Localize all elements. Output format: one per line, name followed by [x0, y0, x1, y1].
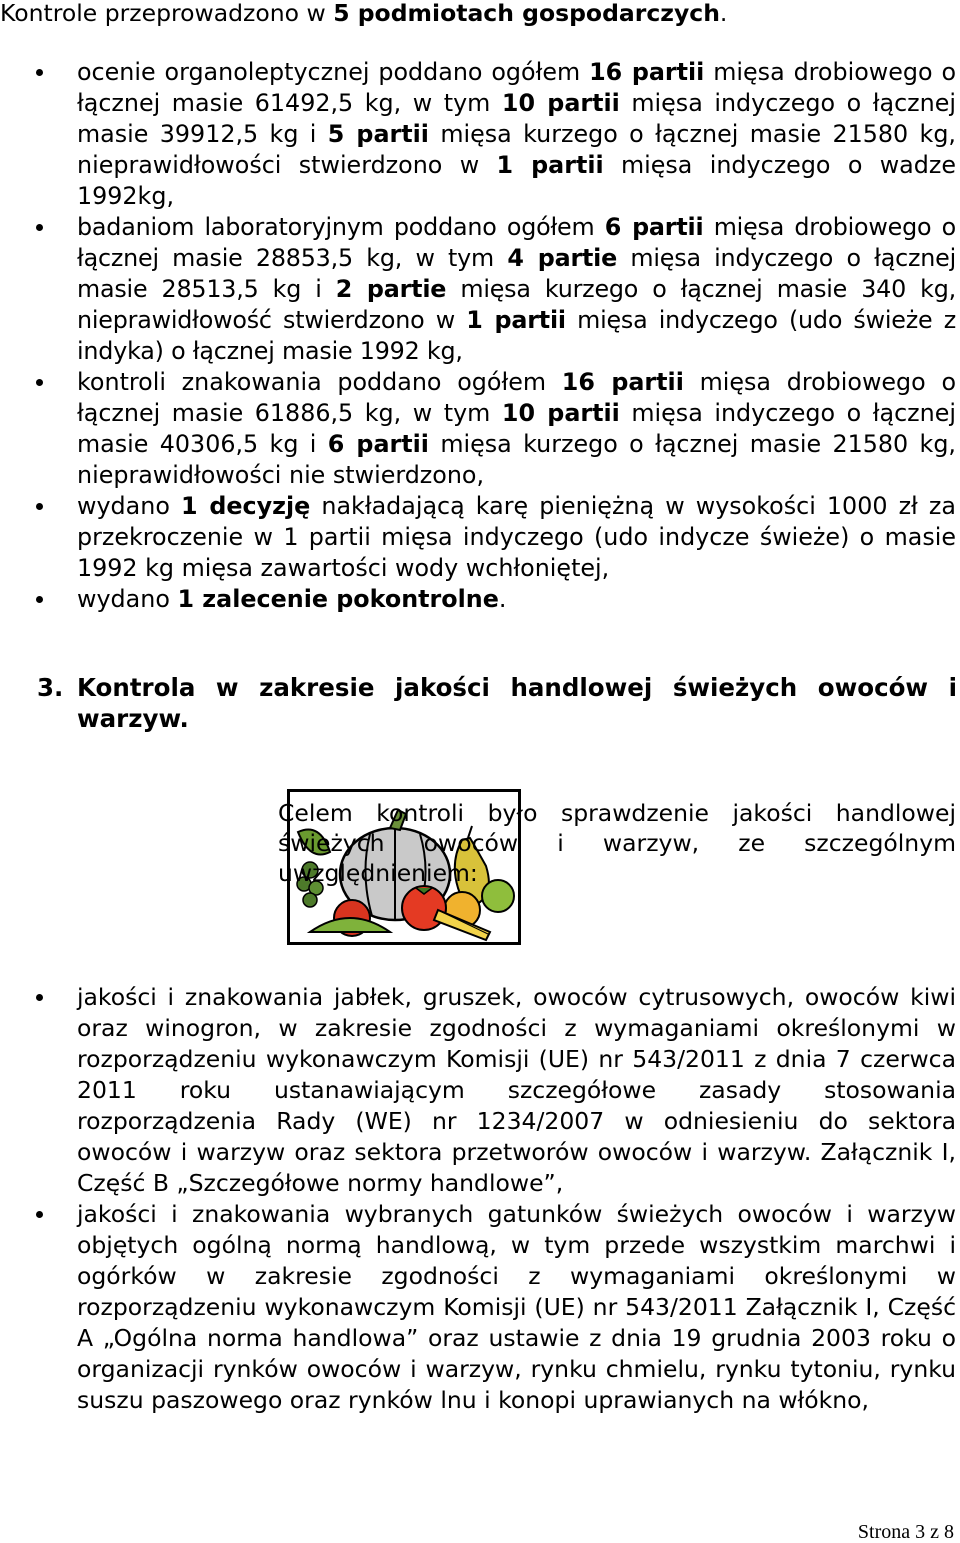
bold-text: 6 partii: [327, 430, 429, 458]
page-number: Strona 3 z 8: [857, 1521, 954, 1543]
bold-text: 2 partie: [335, 275, 447, 303]
list-item: [0, 491, 960, 584]
text-run: wydano: [77, 585, 178, 613]
text-run: mięsa indyczego (udo świeże z indyka) o łącznej masie 1992 kg,: [77, 306, 957, 365]
section-number: 3.: [37, 673, 64, 702]
meat-control-results-list: [0, 57, 960, 615]
control-scope-list: [0, 982, 960, 1416]
bold-text: 6 partii: [604, 213, 704, 241]
text-run: mięsa kurzego o łącznej masie 21580 kg, nieprawidłowości nie stwierdzono,: [77, 430, 956, 489]
intro-text: Kontrole przeprowadzono w: [0, 0, 334, 27]
bold-text: 1 partii: [496, 151, 604, 179]
bold-text: 16 partii: [561, 368, 684, 396]
bold-text: 1 decyzję: [180, 492, 311, 520]
text-run: mięsa indyczego o łącznej masie 40306,5 kg i: [77, 399, 957, 458]
text-run: mięsa drobiowego o łącznej masie 28853,5 kg, w tym: [77, 213, 956, 272]
bold-text: 5 partii: [327, 120, 429, 148]
text-run: mięsa indyczego o łącznej masie 39912,5 kg i: [77, 89, 957, 148]
list-item: [0, 367, 960, 491]
intro-suffix: .: [719, 0, 728, 27]
intro-paragraph: [0, 0, 960, 28]
bold-text: 16 partii: [589, 58, 705, 86]
section-title: Kontrola w zakresie jakości handlowej świeżych owoców i warzyw.: [77, 673, 957, 733]
bold-text: 1 zalecenie pokontrolne: [177, 585, 499, 613]
text-run: mięsa kurzego o łącznej masie 340 kg, nieprawidłowość stwierdzono w: [77, 275, 956, 334]
text-run: nakładającą karę pieniężną w wysokości 1000 zł za przekroczenie w 1 partii mięsa indyczego (udo indycze świeże) o masie 1992 kg mięsa zawartości wody wchłoniętej,: [77, 492, 956, 582]
text-run: .: [498, 585, 507, 613]
bold-text: 4 partie: [507, 244, 618, 272]
list-item: jakości i znakowania wybranych gatunków świeżych owoców i warzyw objętych ogólną normą handlową, w tym przede wszystkim marchwi i ogórków w zakresie zgodności z wymaganiami określonymi w rozporządzeniu wykonawczym Komisji (UE) nr 543/2011 Załącznik I, Część A „Ogólna norma handlowa” oraz ustawie z dnia 19 grudnia 2003 roku o organizacji rynków owoców i warzyw, rynku chmielu, rynku tytoniu, rynku suszu paszowego oraz rynków lnu i konopi uprawianych na włókno,: [0, 1199, 960, 1416]
text-run: badaniom laboratoryjnym poddano ogółem: [77, 213, 605, 241]
list-item: [0, 584, 960, 615]
list-item: [0, 57, 960, 212]
text-run: kontroli znakowania poddano ogółem: [77, 368, 562, 396]
list-item: jakości i znakowania jabłek, gruszek, owoców cytrusowych, owoców kiwi oraz winogron, w zakresie zgodności z wymaganiami określonymi w rozporządzeniu wykonawczym Komisji (UE) nr 543/2011 z dnia 7 czerwca 2011 roku ustanawiającym szczegółowe zasady stosowania rozporządzenia Rady (WE) nr 1234/2007 w odniesieniu do sektora owoców i warzyw oraz sektora przetworów owoców i warzyw. Załącznik I, Część B „Szczegółowe normy handlowe”,: [0, 982, 960, 1199]
bold-text: 10 partii: [501, 399, 620, 427]
intro-bold: 5 podmiotach gospodarczych: [333, 0, 720, 27]
text-run: mięsa indyczego o wadze 1992kg,: [77, 151, 956, 210]
control-purpose-paragraph: Celem kontroli było sprawdzenie jakości handlowej świeżych owoców i warzyw, ze szczególnym uwzględnieniem:: [278, 799, 956, 887]
text-run: ocenie organoleptycznej poddano ogółem: [77, 58, 590, 86]
bold-text: 10 partii: [501, 89, 620, 117]
text-run: mięsa kurzego o łącznej masie 21580 kg, nieprawidłowości stwierdzono w: [77, 120, 956, 179]
bold-text: 1 partii: [466, 306, 566, 334]
list-item: [0, 212, 960, 367]
text-run: mięsa drobiowego o łącznej masie 61492,5 kg, w tym: [77, 58, 956, 117]
text-run: wydano: [77, 492, 181, 520]
text-run: mięsa indyczego o łącznej masie 28513,5 kg i: [77, 244, 956, 303]
text-run: mięsa drobiowego o łącznej masie 61886,5 kg, w tym: [77, 368, 956, 427]
